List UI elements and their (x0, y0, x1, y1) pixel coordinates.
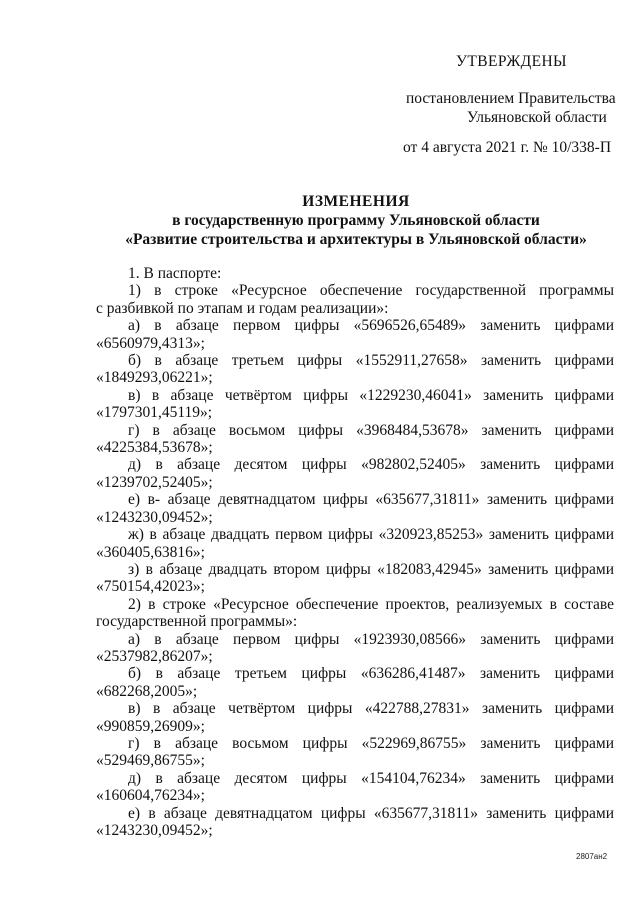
body-line: «6560979,4313»; (96, 334, 205, 352)
body-line: е) в абзаце девятнадцатом цифры «635677,31811» заменить цифрами (128, 804, 614, 822)
body-line: 1. В паспорте: (128, 265, 222, 282)
body-line: государственной программы»: (96, 613, 298, 631)
body-line: в) в абзаце четвёртом цифры «422788,27831» заменить цифрами (128, 700, 614, 718)
body-line: ж) в абзаце двадцать первом цифры «320923,85253» заменить цифрами (128, 526, 614, 544)
body-line: «1797301,45119»; (96, 404, 213, 422)
body-line: «990859,26909»; (96, 717, 205, 735)
body-line: а) в абзаце первом цифры «5696526,65489» заменить цифрами (128, 317, 614, 335)
heading-title: ИЗМЕНЕНИЯ (302, 193, 410, 210)
body-line: д) в абзаце десятом цифры «154104,76234» заменить цифрами (128, 769, 614, 787)
approval-line-decree: постановлением Правительства (406, 90, 616, 107)
body-line: «160604,76234»; (96, 787, 205, 805)
body-line: «4225384,53678»; (96, 439, 213, 457)
body-line: 1) в строке «Ресурсное обеспечение государственной программы (128, 282, 614, 300)
body-line: з) в абзаце двадцать втором цифры «182083,42945» заменить цифрами (128, 560, 614, 578)
body-line: «1849293,06221»; (96, 369, 213, 387)
body-line: «1239702,52405»; (96, 473, 213, 491)
body-line: в) в абзаце четвёртом цифры «1229230,46041» заменить цифрами (128, 386, 614, 404)
body-line: д) в абзаце десятом цифры «982802,52405» заменить цифрами (128, 456, 614, 474)
approval-line-region: Ульяновской области (467, 109, 607, 126)
body-line: «682268,2005»; (96, 682, 198, 700)
body-line: «750154,42023»; (96, 578, 205, 596)
body-line: а) в абзаце первом цифры «1923930,08566» заменить цифрами (128, 630, 614, 648)
body-line: «1243230,09452»; (96, 822, 213, 839)
footer-code: 2807ан2 (576, 852, 608, 861)
body-line: «529469,86755»; (96, 752, 205, 770)
body-line: е) в- абзаце девятнадцатом цифры «635677,31811» заменить цифрами (128, 491, 614, 509)
heading-program-name: «Развитие строительства и архитектуры в Ульяновской области» (125, 231, 587, 248)
heading-subtitle: в государственную программу Ульяновской области (172, 212, 540, 229)
body-line: с разбивкой по этапам и годам реализации»: (96, 299, 389, 317)
body-line: «2537982,86207»; (96, 647, 213, 665)
body-line: 2) в строке «Ресурсное обеспечение проектов, реализуемых в составе (128, 595, 614, 613)
body-line: «1243230,09452»; (96, 508, 213, 526)
approval-title: УТВЕРЖДЕНЫ (456, 53, 567, 70)
body-line: г) в абзаце восьмом цифры «522969,86755» заменить цифрами (128, 734, 614, 752)
document-heading (96, 192, 616, 249)
document-body (96, 265, 614, 839)
body-line: «360405,63816»; (96, 543, 205, 561)
approval-line-date: от 4 августа 2021 г. № 10/338-П (403, 139, 612, 156)
body-line: б) в абзаце третьем цифры «1552911,27658» заменить цифрами (128, 352, 614, 370)
body-line: б) в абзаце третьем цифры «636286,41487» заменить цифрами (128, 665, 614, 683)
body-line: г) в абзаце восьмом цифры «3968484,53678» заменить цифрами (128, 421, 614, 439)
